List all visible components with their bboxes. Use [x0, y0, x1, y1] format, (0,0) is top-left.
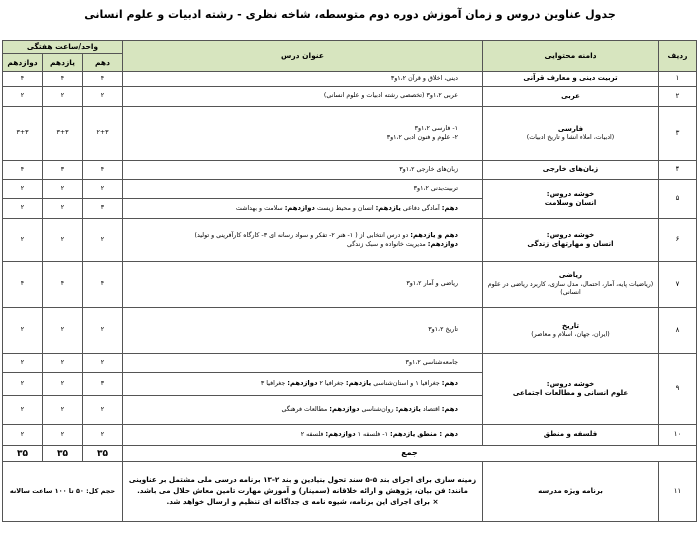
hours-g12: ۲ [3, 354, 43, 373]
hours-g12: ۴ [3, 72, 43, 87]
total-g10: ۳۵ [83, 446, 123, 462]
hours-g10: ۲+۳ [83, 107, 123, 161]
course-cell: دینی، اخلاق و قرآن ۱،۲و۳ [123, 72, 483, 87]
domain-subtitle: انسان وسلامت [544, 199, 597, 208]
grade-key: یازدهم: [375, 203, 401, 212]
domain-cell [483, 180, 659, 219]
grade-key: دوازدهم: [287, 379, 318, 388]
total-g12: ۳۵ [3, 446, 43, 462]
course-cell: تربیت‌بدنی ۱،۲و۳ [123, 180, 483, 199]
domain-label: عربی [561, 91, 580, 100]
grade-key: یازدهم: [395, 405, 421, 414]
hours-g12: ۲ [3, 219, 43, 262]
grade-key: دوازدهم: [325, 430, 356, 439]
hours-g12: ۲ [3, 180, 43, 199]
domain-label: زبان‌های خارجی [542, 165, 599, 174]
header-row [3, 41, 697, 54]
domain-subtitle: انسان و مهارتهای زندگی [527, 240, 614, 249]
table-row [3, 72, 697, 87]
hours-g12: ۲ [3, 308, 43, 354]
table-row [3, 308, 697, 354]
total-row [3, 446, 697, 462]
hours-g12: ۴ [3, 161, 43, 180]
course-cell [123, 373, 483, 396]
domain-label: برنامه ویژه مدرسه [538, 486, 603, 495]
program-text: زمینه سازی برای اجرای بند ۵-۵ سند تحول بنیادین و بند ۲-۱۳ برنامه درسی ملی مشتمل بر عناوینی مانند: فن بیان، پژوهش و ارائه خلاقانه (سمینار) و آموزش مهارت تامین معاش حلال می باشد. [128, 475, 477, 496]
domain-cell [483, 107, 659, 161]
domain-cell [483, 308, 659, 354]
hours-g11: ۴ [43, 262, 83, 308]
hours-g11: ۲ [43, 87, 83, 107]
hours-g11: ۲ [43, 308, 83, 354]
domain-cell [483, 425, 659, 446]
hours-g11: ۲ [43, 373, 83, 396]
domain-header: دامنه محتوایی [483, 41, 659, 72]
course-line: ۱- فارسی ۱،۲و۳ [414, 125, 458, 133]
grade-key: یازدهم: [345, 379, 372, 388]
course-text: مطالعات فرهنگی [281, 406, 328, 414]
domain-cell [483, 161, 659, 180]
course-line [126, 231, 458, 241]
row-number: ۱ [659, 72, 697, 87]
row-number-header: ردیف [659, 41, 697, 72]
course-text: جغرافیا ۱ و استان‌شناسی [373, 380, 440, 388]
grade-key: یازدهم: [389, 430, 416, 439]
domain-label: خوشه دروس: [546, 230, 595, 239]
domain-label: فارسی [557, 124, 584, 133]
table-row [3, 180, 697, 199]
domain-cell [483, 354, 659, 425]
hours-g10: ۳ [83, 373, 123, 396]
hours-g10: ۲ [83, 87, 123, 107]
domain-cell [483, 72, 659, 87]
domain-subtitle: (ادبیات، املاء انشا و تاریخ ادبیات) [526, 134, 615, 142]
hours-g12: ۲ [3, 396, 43, 425]
hours-g12: ۳+۳ [3, 107, 43, 161]
domain-subtitle: علوم انسانی و مطالعات اجتماعی [512, 389, 629, 398]
hours-g11: ۲ [43, 199, 83, 219]
course-text: ۱- فلسفه ۱ [357, 431, 388, 439]
hours-g12: ۴ [3, 262, 43, 308]
table-row [3, 87, 697, 107]
hours-g11: ۳ [43, 161, 83, 180]
hours-g10: ۴ [83, 161, 123, 180]
row-number: ۱۱ [659, 462, 697, 522]
hours-g10: ۲ [83, 219, 123, 262]
course-cell [123, 396, 483, 425]
hours-g10: ۴ [83, 262, 123, 308]
course-cell: عربی ۱،۲و۳ (تخصصی رشته ادبیات و علوم انسانی) [123, 87, 483, 107]
course-text: جغرافیا ۳ [260, 380, 286, 388]
hours-g11: ۲ [43, 396, 83, 425]
course-text: دو درس انتخابی از ( ۱- هنر ۲- تفکر و سواد رسانه ای ۳- کارگاه کارآفرینی و تولید) [194, 231, 409, 239]
course-cell: تاریخ ۱،۲و۳ [123, 308, 483, 354]
curriculum-table [2, 40, 697, 522]
hours-g10: ۳ [83, 199, 123, 219]
row-number: ۸ [659, 308, 697, 354]
hours-g11: ۳+۳ [43, 107, 83, 161]
row-number: ۵ [659, 180, 697, 219]
hours-g11: ۲ [43, 354, 83, 373]
hours-g11: ۲ [43, 180, 83, 199]
row-number: ۲ [659, 87, 697, 107]
course-text: روان‌شناسی [361, 406, 394, 414]
domain-cell [483, 262, 659, 308]
domain-subtitle: (ریاضیات پایه، آمار، احتمال، مدل سازی، کاربرد ریاضی در علوم انسانی) [487, 280, 654, 297]
course-cell: جامعه‌شناسی ۱،۲و۳ [123, 354, 483, 373]
weekly-hours-header: واحد/ساعت هفتگی [3, 41, 123, 54]
row-number: ۱۰ [659, 425, 697, 446]
total-volume: حجم کل: ۵۰ تا ۱۰۰ ساعت سالانه [3, 462, 123, 522]
table-row [3, 219, 697, 262]
grade-key: دوازدهم: [329, 405, 360, 414]
course-cell [123, 425, 483, 446]
hours-g10: ۲ [83, 180, 123, 199]
hours-g11: ۴ [43, 72, 83, 87]
hours-g11: ۲ [43, 219, 83, 262]
row-number: ۶ [659, 219, 697, 262]
course-header: عنوان درس [123, 41, 483, 72]
course-line [126, 240, 458, 250]
hours-g12: ۲ [3, 87, 43, 107]
program-note: × برای اجرای این برنامه، شیوه نامه ی جداگانه ای تنظیم و ارسال خواهد شد. [166, 497, 439, 507]
domain-subtitle: (ایران، جهان، اسلام و معاصر) [531, 331, 610, 339]
hours-g10: ۴ [83, 72, 123, 87]
course-cell [123, 219, 483, 262]
domain-cell [483, 87, 659, 107]
course-cell [123, 107, 483, 161]
domain-label: خوشه دروس: [546, 189, 595, 198]
grade-key: دهم و یازدهم: [410, 230, 458, 239]
table-row [3, 462, 697, 522]
domain-cell [483, 219, 659, 262]
course-text: مدیریت خانواده و سبک زندگی [347, 241, 426, 249]
course-text: آمادگی دفاعی [402, 204, 440, 212]
grade12-header: دوازدهم [3, 54, 43, 72]
course-cell: زبان‌های خارجی ۱،۲و۳ [123, 161, 483, 180]
domain-label: ریاضی [558, 271, 583, 280]
course-cell: ریاضی و آمار ۱،۲و۳ [123, 262, 483, 308]
course-line: ۲- علوم و فنون ادبی ۱،۲و۳ [386, 133, 458, 141]
row-number: ۳ [659, 107, 697, 161]
grade10-header: دهم [83, 54, 123, 72]
grade-key: دهم : منطق [417, 430, 458, 439]
hours-g12: ۲ [3, 373, 43, 396]
hours-g10: ۲ [83, 425, 123, 446]
grade-key: دهم: [441, 203, 458, 212]
row-number: ۷ [659, 262, 697, 308]
domain-cell [483, 462, 659, 522]
domain-label: تربیت دینی و معارف قرآنی [523, 74, 618, 83]
domain-label: فلسفه و منطق [543, 430, 598, 439]
domain-label: تاریخ [562, 321, 579, 330]
course-cell [123, 199, 483, 219]
row-number: ۹ [659, 354, 697, 425]
grade-key: دهم: [441, 379, 458, 388]
total-label: جمع [123, 446, 697, 462]
hours-g10: ۲ [83, 354, 123, 373]
hours-g11: ۲ [43, 425, 83, 446]
course-text: جغرافیا ۲ [319, 380, 344, 388]
course-text: انسان و محیط زیست [316, 204, 374, 212]
table-row [3, 425, 697, 446]
row-number: ۴ [659, 161, 697, 180]
grade-key: دهم: [441, 405, 458, 414]
document-title: جدول عناوین دروس و زمان آموزش دوره دوم متوسطه، شاخه نظری - رشته ادبیات و علوم انسانی [84, 8, 616, 21]
table-row [3, 354, 697, 373]
grade-key: دوازدهم: [284, 203, 315, 212]
grade11-header: یازدهم [43, 54, 83, 72]
hours-g10: ۲ [83, 308, 123, 354]
course-text: فلسفه ۲ [300, 431, 324, 439]
table-row [3, 262, 697, 308]
course-text: سلامت و بهداشت [235, 204, 283, 212]
grade-key: دوازدهم: [427, 240, 458, 249]
table-row [3, 161, 697, 180]
hours-g12: ۲ [3, 425, 43, 446]
domain-label: خوشه دروس: [546, 379, 595, 388]
hours-g10: ۲ [83, 396, 123, 425]
course-text: اقتصاد [422, 406, 440, 414]
total-g11: ۳۵ [43, 446, 83, 462]
hours-g12: ۲ [3, 199, 43, 219]
table-row [3, 107, 697, 161]
school-program-description [123, 462, 483, 522]
